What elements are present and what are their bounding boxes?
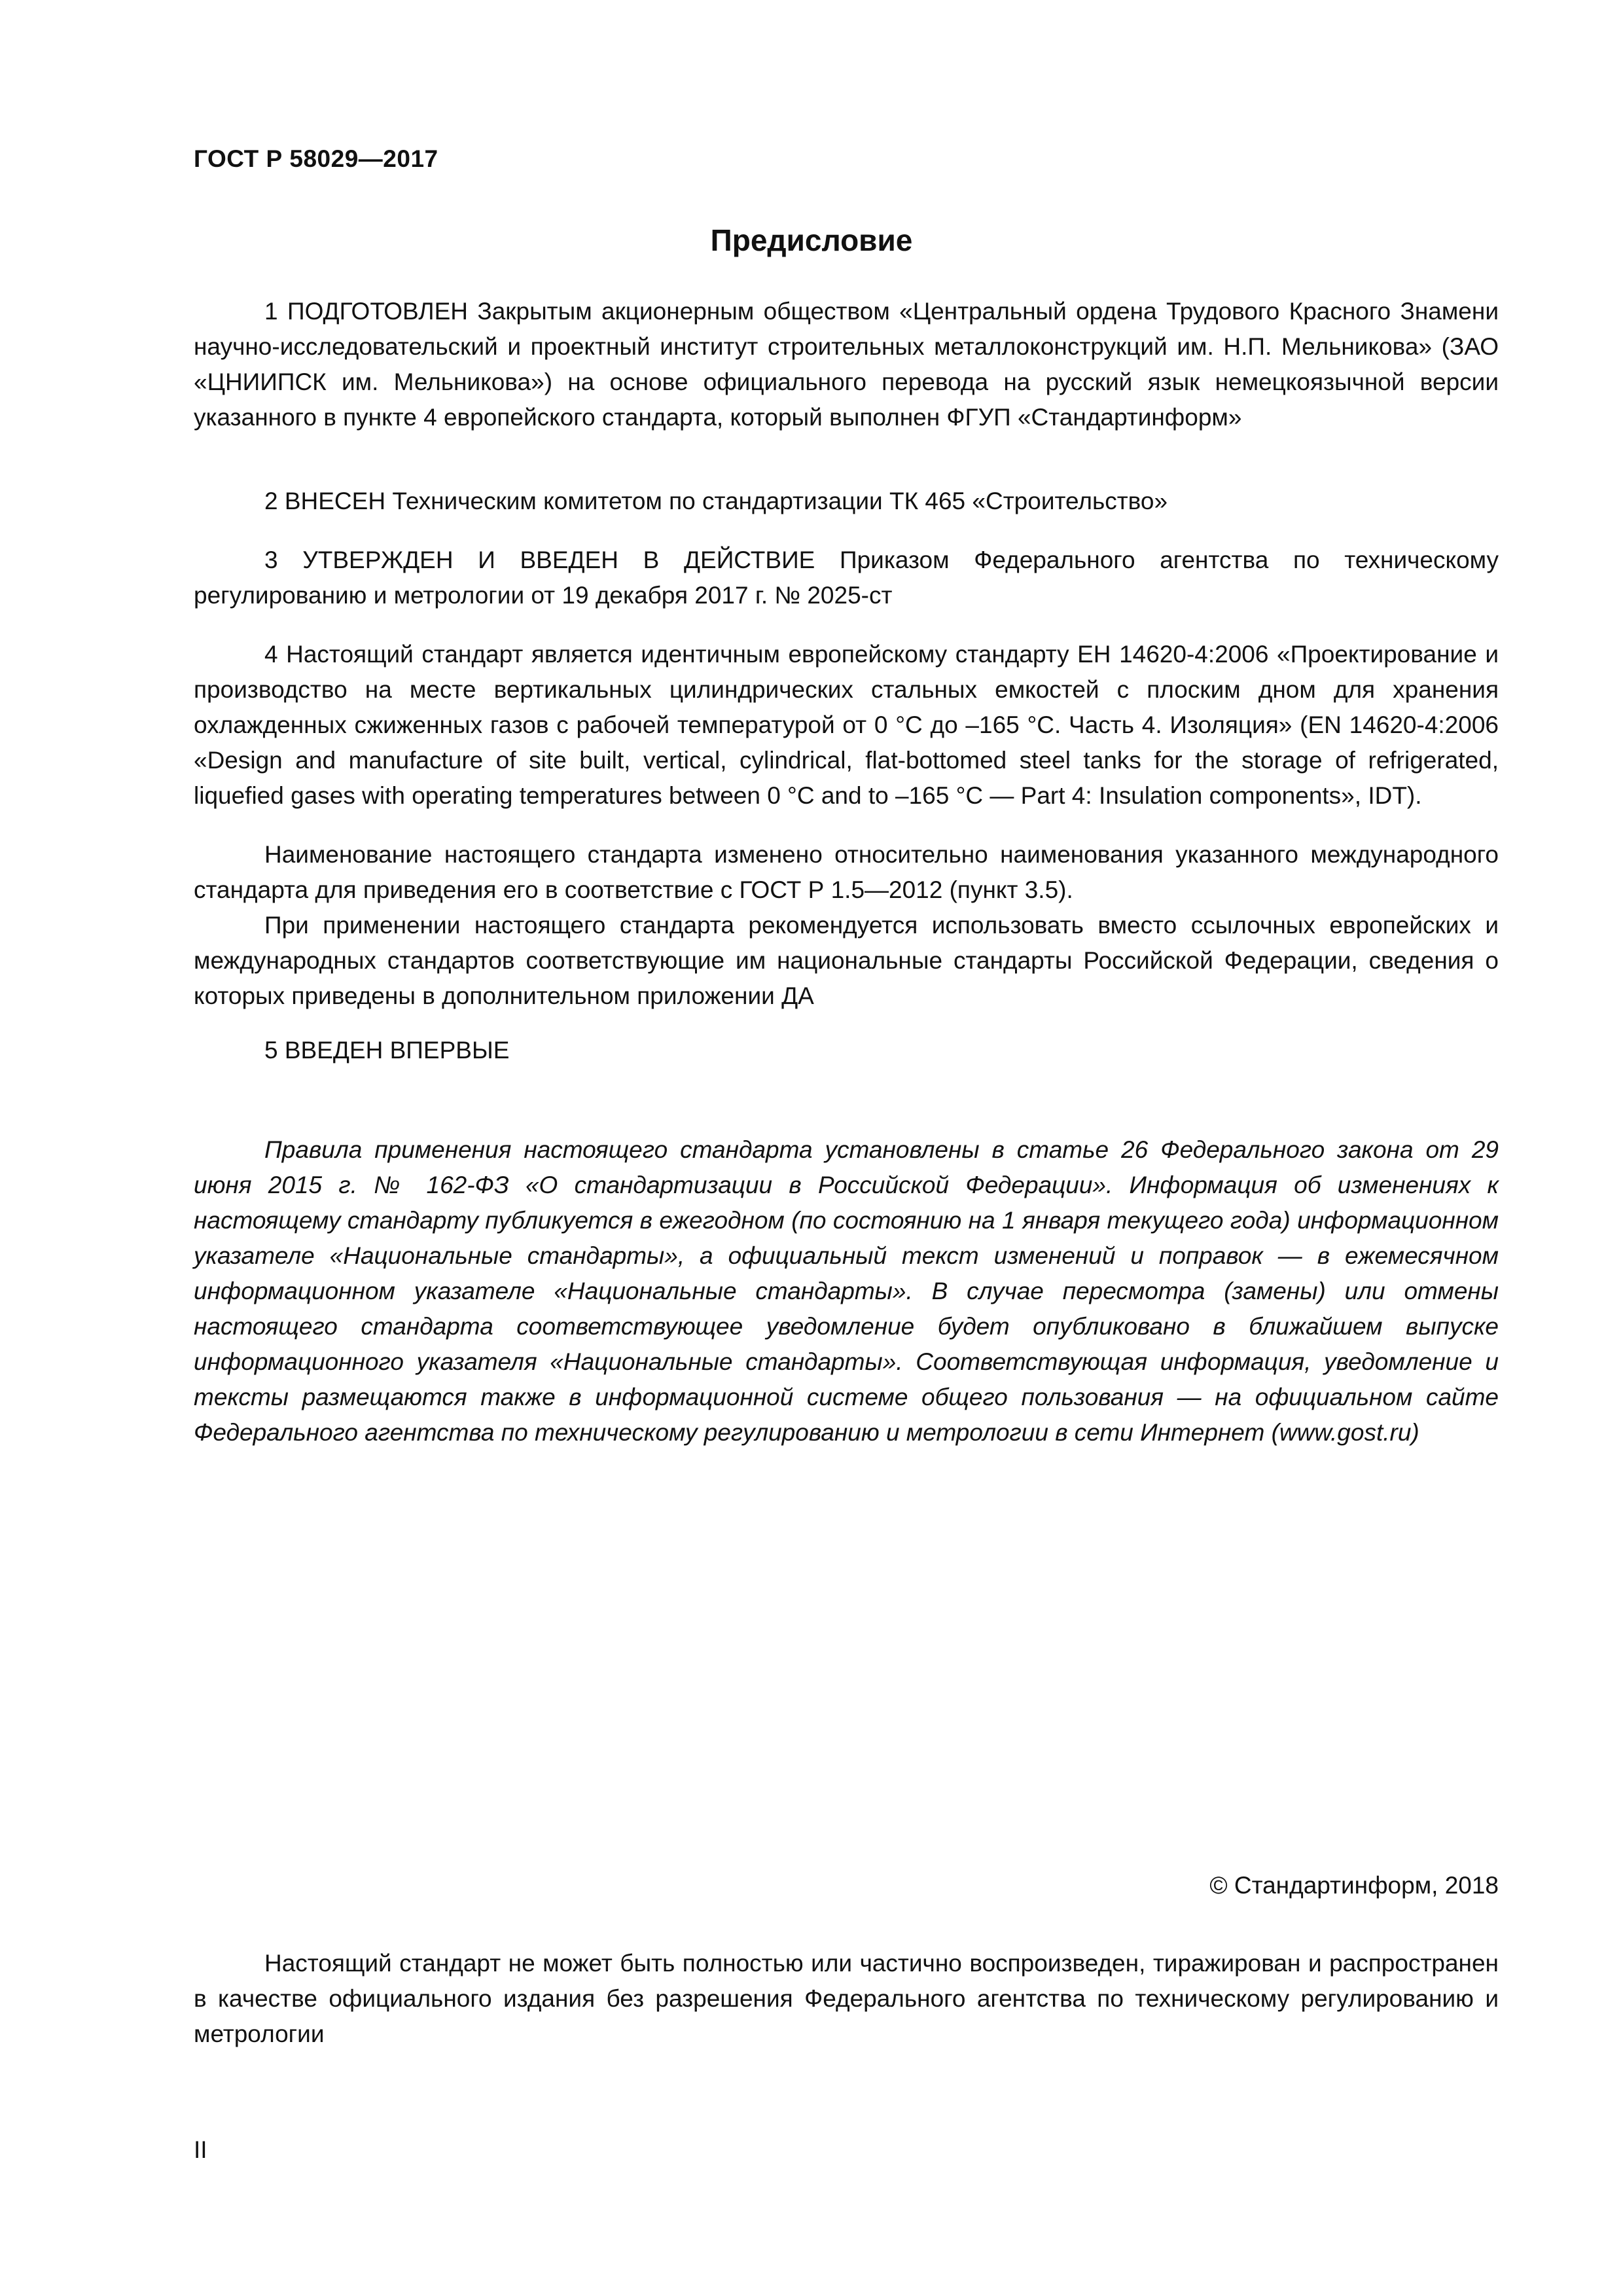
document-code-header: ГОСТ Р 58029—2017 [194, 145, 438, 172]
paragraph-3-approved: 3 УТВЕРЖДЕН И ВВЕДЕН В ДЕЙСТВИЕ Приказом Федерального агентства по техническому регулированию и метрологии от 19 декабря 2017 г. № 2025-ст [194, 547, 1499, 609]
rules-of-application-notice: Правила применения настоящего стандарта установлены в статье 26 Федерального закона от 29 июня 2015 г. № 162-ФЗ «О стандартизации в Российской Федерации». Информация об изменениях к настоящему стандарту публикуется в ежегодном (по состоянию на 1 января текущего года) информационном указателе «Национальные стандарты», а официальный текст изменений и поправок — в ежемесячном информационном указателе «Национальные стандарты». В случае пересмотра (замены) или отмены настоящего стандарта соответствующее уведомление будет опубликовано в ближайшем выпуске информационного указателя «Национальные стандарты». Соответствующая информация, уведомление и тексты размещаются также в информационной системе общего пользования — на официальном сайте Федерального агентства по техническому регулированию и метрологии в сети Интернет (www.gost.ru) [194, 1136, 1499, 1446]
paragraph-1-prepared-by: 1 ПОДГОТОВЛЕН Закрытым акционерным обществом «Центральный ордена Трудового Красного Знамени научно-исследовательский и проектный институт строительных металлоконструкций им. Н.П. Мельникова» (ЗАО «ЦНИИПСК им. Мельникова») на основе официального перевода на русский язык немецкоязычной версии указанного в пункте 4 европейского стандарта, который выполнен ФГУП «Стандартинформ» [194, 298, 1499, 431]
page-title: Предисловие [710, 223, 913, 257]
reproduction-notice: Настоящий стандарт не может быть полностью или частично воспроизведен, тиражирован и распространен в качестве официального издания без разрешения Федерального агентства по техническому регулированию и метрологии [194, 1950, 1499, 2047]
page-number: II [194, 2136, 207, 2163]
paragraph-5-first-introduced: 5 ВВЕДЕН ВПЕРВЫЕ [264, 1037, 510, 1064]
paragraph-4-identical-standard: 4 Настоящий стандарт является идентичным европейскому стандарту ЕН 14620-4:2006 «Проектирование и производство на месте вертикальных цилиндрических стальных емкостей с плоским дном для хранения охлажденных сжиженных газов с рабочей температурой от 0 °C до –165 °C. Часть 4. Изоляция» (EN 14620-4:2006 «Design and manufacture of site built, vertical, cylindrical, flat-bottomed steel tanks for the storage of refrigerated, liquefied gases with operating temperatures between 0 °C and to –165 °C — Part 4: Insulation components», IDT). [194, 641, 1499, 809]
copyright-line: © Стандартинформ, 2018 [1209, 1872, 1499, 1899]
paragraph-name-changed: Наименование настоящего стандарта изменено относительно наименования указанного международного стандарта для приведения его в соответствие с ГОСТ Р 1.5—2012 (пункт 3.5). [194, 841, 1499, 903]
paragraph-reference-standards: При применении настоящего стандарта рекомендуется использовать вместо ссылочных европейских и международных стандартов соответствующие им национальные стандарты Российской Федерации, сведения о которых приведены в дополнительном приложении ДА [194, 912, 1499, 1009]
paragraph-2-submitted-by: 2 ВНЕСЕН Техническим комитетом по стандартизации ТК 465 «Строительство» [264, 488, 1168, 514]
